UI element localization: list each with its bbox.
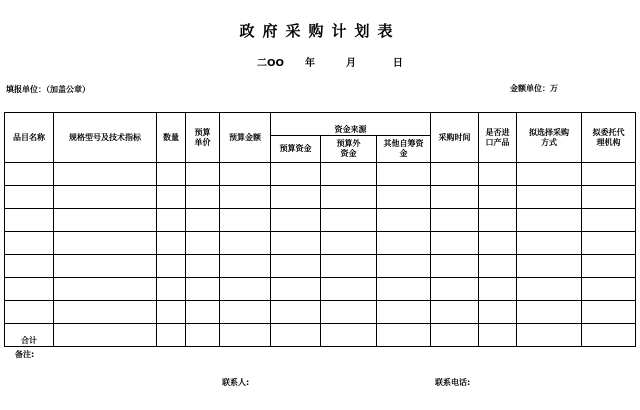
table-cell[interactable]: [186, 232, 220, 255]
table-cell[interactable]: [377, 163, 431, 186]
table-cell[interactable]: [321, 255, 377, 278]
table-cell[interactable]: [271, 209, 321, 232]
table-cell[interactable]: [377, 324, 431, 347]
table-cell[interactable]: [431, 278, 479, 301]
table-cell[interactable]: [582, 186, 636, 209]
table-cell[interactable]: [479, 209, 517, 232]
table-cell[interactable]: [5, 255, 54, 278]
table-cell[interactable]: [54, 186, 157, 209]
table-cell[interactable]: [271, 255, 321, 278]
table-cell[interactable]: [517, 255, 582, 278]
header-imported: 是否进口产品: [479, 113, 517, 163]
table-cell[interactable]: [157, 324, 186, 347]
remarks-label: 备注:: [15, 350, 35, 359]
table-cell[interactable]: [431, 209, 479, 232]
table-cell[interactable]: [479, 278, 517, 301]
table-cell[interactable]: [186, 278, 220, 301]
table-cell[interactable]: [186, 324, 220, 347]
header-quantity: 数量: [157, 113, 186, 163]
contact-person-label: 联系人:: [222, 378, 250, 387]
table-row: [5, 163, 636, 186]
header-self-raised: 其他自筹资金: [377, 136, 431, 163]
table-cell[interactable]: [54, 278, 157, 301]
table-cell[interactable]: [517, 232, 582, 255]
table-cell[interactable]: [271, 301, 321, 324]
date-year-label: 年: [304, 58, 315, 69]
table-cell[interactable]: [479, 324, 517, 347]
table-row: [5, 255, 636, 278]
table-cell[interactable]: [5, 278, 54, 301]
table-cell[interactable]: [582, 209, 636, 232]
header-fund-source: 资金来源: [271, 113, 431, 136]
table-cell[interactable]: [157, 278, 186, 301]
table-cell[interactable]: [582, 278, 636, 301]
table-cell[interactable]: [220, 278, 271, 301]
procurement-plan-table: [4, 112, 636, 347]
table-cell[interactable]: [157, 209, 186, 232]
table-cell[interactable]: [431, 324, 479, 347]
table-cell[interactable]: [582, 301, 636, 324]
table-cell[interactable]: [321, 324, 377, 347]
header-budget-amount: 预算金额: [220, 113, 271, 163]
table-cell[interactable]: [54, 255, 157, 278]
table-cell[interactable]: [377, 255, 431, 278]
table-cell[interactable]: [431, 186, 479, 209]
header-extra-budget: 预算外资金: [321, 136, 377, 163]
table-cell[interactable]: [271, 324, 321, 347]
table-cell[interactable]: [54, 301, 157, 324]
table-cell[interactable]: [377, 278, 431, 301]
table-cell[interactable]: [377, 301, 431, 324]
amount-unit-label: 金额单位：万: [510, 84, 558, 93]
header-purchase-time: 采购时间: [431, 113, 479, 163]
contact-phone-label: 联系电话:: [435, 378, 471, 387]
table-cell[interactable]: [479, 255, 517, 278]
header-row: [5, 113, 636, 136]
table-cell[interactable]: [321, 186, 377, 209]
table-cell[interactable]: [157, 255, 186, 278]
table-cell[interactable]: [220, 209, 271, 232]
table-row: [5, 186, 636, 209]
table-cell[interactable]: [517, 301, 582, 324]
table-row: [5, 301, 636, 324]
table-cell[interactable]: [220, 163, 271, 186]
table-cell[interactable]: [271, 163, 321, 186]
table-cell[interactable]: [582, 232, 636, 255]
table-cell[interactable]: [220, 301, 271, 324]
table-cell[interactable]: [431, 255, 479, 278]
header-budget-fund: 预算资金: [271, 136, 321, 163]
table-cell[interactable]: [220, 186, 271, 209]
table-cell[interactable]: [321, 278, 377, 301]
page-title: 政府采购计划表: [239, 22, 401, 40]
table-cell[interactable]: [5, 209, 54, 232]
table-cell[interactable]: [54, 163, 157, 186]
table-row: [5, 232, 636, 255]
table-cell[interactable]: [157, 232, 186, 255]
table-cell[interactable]: [321, 209, 377, 232]
header-method: 拟选择采购方式: [517, 113, 582, 163]
reporting-unit-label: 填报单位：（加盖公章）: [6, 85, 90, 94]
table-cell[interactable]: [54, 209, 157, 232]
date-month-label: 月: [345, 58, 356, 69]
table-cell[interactable]: [186, 186, 220, 209]
date-day-label: 日: [392, 58, 403, 69]
table-cell[interactable]: [5, 232, 54, 255]
table-cell[interactable]: [582, 255, 636, 278]
table-cell[interactable]: [377, 232, 431, 255]
table-cell[interactable]: [517, 278, 582, 301]
table-cell[interactable]: [5, 163, 54, 186]
total-label: 合计: [5, 324, 54, 347]
header-spec: 规格型号及技术指标: [54, 113, 157, 163]
table-cell[interactable]: [157, 186, 186, 209]
table-cell[interactable]: [377, 186, 431, 209]
table-cell[interactable]: [431, 232, 479, 255]
table-cell[interactable]: [54, 324, 157, 347]
table-cell[interactable]: [220, 255, 271, 278]
table-cell[interactable]: [271, 186, 321, 209]
table-cell[interactable]: [517, 324, 582, 347]
table-cell[interactable]: [220, 232, 271, 255]
total-row: [5, 324, 636, 347]
table-cell[interactable]: [582, 163, 636, 186]
table-cell[interactable]: [377, 209, 431, 232]
table-cell[interactable]: [431, 163, 479, 186]
table-cell[interactable]: [479, 186, 517, 209]
table-cell[interactable]: [186, 209, 220, 232]
date-year: 二OO: [257, 58, 285, 69]
table-cell[interactable]: [321, 232, 377, 255]
table-cell[interactable]: [479, 232, 517, 255]
table-cell[interactable]: [54, 232, 157, 255]
table-cell[interactable]: [517, 186, 582, 209]
table-cell[interactable]: [5, 186, 54, 209]
table-cell[interactable]: [271, 232, 321, 255]
table-cell[interactable]: [5, 301, 54, 324]
table-cell[interactable]: [517, 209, 582, 232]
table-cell[interactable]: [186, 255, 220, 278]
table-cell[interactable]: [157, 301, 186, 324]
date-line: [257, 54, 403, 69]
table-row: [5, 278, 636, 301]
table-cell[interactable]: [186, 301, 220, 324]
table-cell[interactable]: [479, 163, 517, 186]
table-cell[interactable]: [431, 301, 479, 324]
table-cell[interactable]: [220, 324, 271, 347]
header-unit-price: 预算单价: [186, 113, 220, 163]
table-cell[interactable]: [517, 163, 582, 186]
table-cell[interactable]: [321, 163, 377, 186]
table-cell[interactable]: [321, 301, 377, 324]
header-agency: 拟委托代理机构: [582, 113, 636, 163]
header-item-name: 品目名称: [5, 113, 54, 163]
table-cell[interactable]: [479, 301, 517, 324]
table-cell[interactable]: [271, 278, 321, 301]
table-cell[interactable]: [186, 163, 220, 186]
table-cell[interactable]: [582, 324, 636, 347]
table-row: [5, 209, 636, 232]
table-cell[interactable]: [157, 163, 186, 186]
